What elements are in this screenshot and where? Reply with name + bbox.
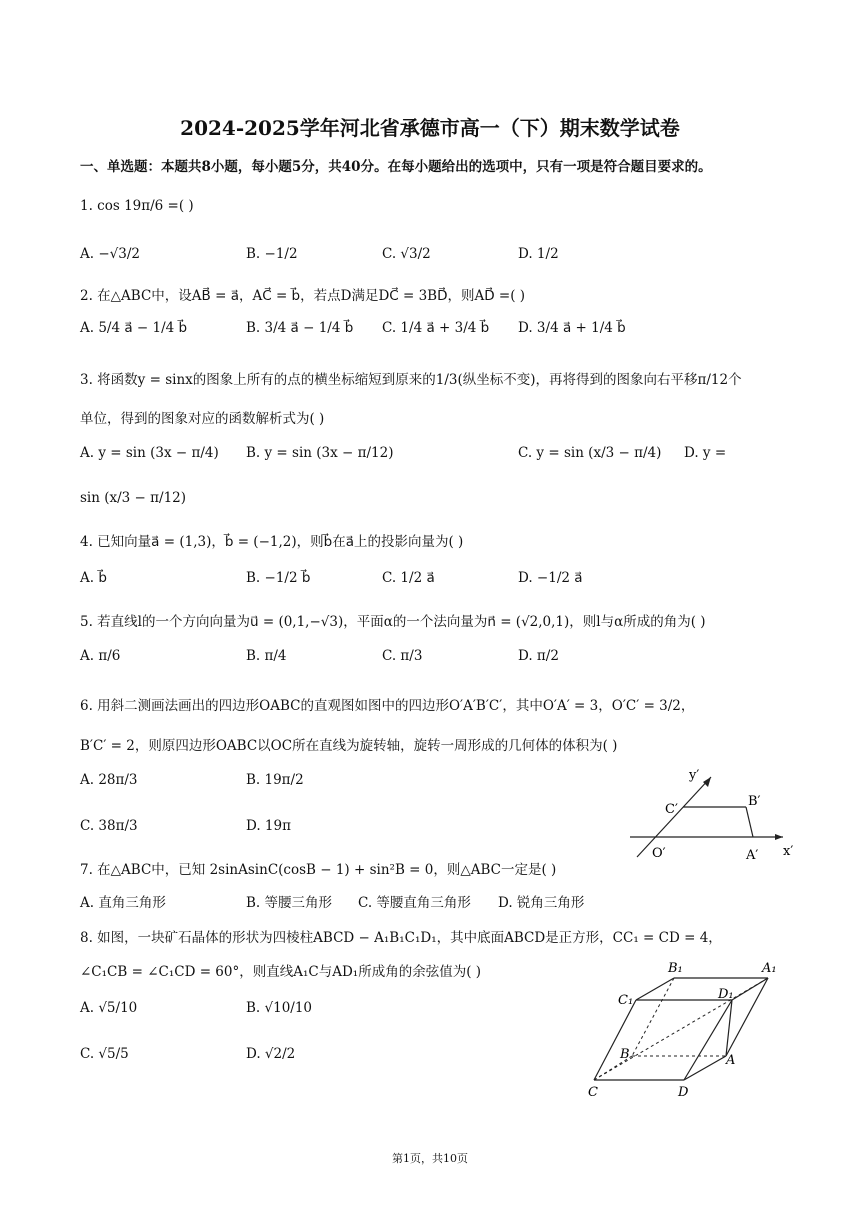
q3-option-b: B. y = sin (3x − π/12) xyxy=(246,445,394,461)
x-axis-arrow-icon xyxy=(775,834,783,840)
q2-option-c: C. 1/4 a⃗ + 3/4 b⃗ xyxy=(382,320,490,336)
label-a-prime: A′ xyxy=(746,848,759,863)
y-axis-arrow-icon xyxy=(703,777,711,787)
label-b1: B₁ xyxy=(668,961,683,976)
segment-b-a xyxy=(746,807,753,837)
q4-option-a: A. b⃗ xyxy=(80,570,107,586)
question-4-stem: 4. 已知向量a⃗ = (1,3)，b⃗ = (−1,2)，则b⃗在a⃗上的投影向量为( ) xyxy=(80,534,464,550)
page-title: 2024-2025学年河北省承德市高一（下）期末数学试卷 xyxy=(180,116,680,140)
q3-option-c: C. y = sin (x/3 − π/4) xyxy=(518,445,662,461)
label-a: A xyxy=(726,1053,736,1068)
question-3-stem-cont: 单位，得到的图象对应的函数解析式为( ) xyxy=(80,411,325,427)
q5-option-b: B. π/4 xyxy=(246,648,287,664)
q7-option-d: D. 锐角三角形 xyxy=(498,895,585,911)
q3-option-a: A. y = sin (3x − π/4) xyxy=(80,445,219,461)
q3-option-d: D. y = xyxy=(684,445,727,461)
page-footer: 第1页，共10页 xyxy=(392,1152,468,1165)
question-7-stem: 7. 在△ABC中，已知 2sinAsinC(cosB − 1) + sin²B = 0，则△ABC一定是( ) xyxy=(80,862,557,878)
q8-option-d: D. √2/2 xyxy=(246,1046,296,1062)
question-1-stem: 1. cos 19π/6 =( ) xyxy=(80,198,194,214)
label-c1: C₁ xyxy=(618,993,634,1008)
label-d: D xyxy=(678,1085,689,1100)
label-c: C xyxy=(588,1085,598,1100)
question-8-stem: 8. 如图，一块矿石晶体的形状为四棱柱ABCD − A₁B₁C₁D₁，其中底面ABCD是正方形，CC₁ = CD = 4， xyxy=(80,930,722,946)
label-b: B xyxy=(620,1047,630,1062)
question-6-stem: 6. 用斜二测画法画出的四边形OABC的直观图如图中的四边形O′A′B′C′，其中O′A′ = 3，O′C′ = 3/2， xyxy=(80,698,695,714)
label-c-prime: C′ xyxy=(665,802,678,817)
q2-option-b: B. 3/4 a⃗ − 1/4 b⃗ xyxy=(246,320,354,336)
q4-option-d: D. −1/2 a⃗ xyxy=(518,570,583,586)
q5-option-a: A. π/6 xyxy=(80,648,121,664)
label-a1: A₁ xyxy=(762,961,777,976)
q5-option-d: D. π/2 xyxy=(518,648,559,664)
q7-option-a: A. 直角三角形 xyxy=(80,895,166,911)
q8-option-b: B. √10/10 xyxy=(246,1000,313,1016)
question-3-stem: 3. 将函数y = sinx的图象上所有的点的横坐标缩短到原来的1/3(纵坐标不变)，再将得到的图象向右平移π/12个 xyxy=(80,372,742,388)
label-x-prime: x′ xyxy=(783,844,794,859)
oblique-projection-figure xyxy=(625,765,800,865)
q6-option-a: A. 28π/3 xyxy=(80,772,138,788)
q1-option-b: B. −1/2 xyxy=(246,246,298,262)
section-heading: 一、单选题：本题共8小题，每小题5分，共40分。在每小题给出的选项中，只有一项是符合题目要求的。 xyxy=(80,159,712,175)
q7-option-c: C. 等腰直角三角形 xyxy=(358,895,471,911)
q1-option-d: D. 1/2 xyxy=(518,246,559,262)
label-o-prime: O′ xyxy=(652,846,666,861)
question-8-stem-cont: ∠C₁CB = ∠C₁CD = 60°，则直线A₁C与AD₁所成角的余弦值为( ) xyxy=(80,964,482,980)
q2-option-a: A. 5/4 a⃗ − 1/4 b⃗ xyxy=(80,320,188,336)
q6-option-d: D. 19π xyxy=(246,818,291,834)
q3-option-d-cont: sin (x/3 − π/12) xyxy=(80,490,187,506)
edge-d-a xyxy=(684,1056,726,1080)
q7-option-b: B. 等腰三角形 xyxy=(246,895,333,911)
label-d1: D₁ xyxy=(718,987,734,1002)
q8-option-c: C. √5/5 xyxy=(80,1046,129,1062)
y-axis xyxy=(637,777,711,857)
q6-option-b: B. 19π/2 xyxy=(246,772,304,788)
q4-option-c: C. 1/2 a⃗ xyxy=(382,570,435,586)
question-5-stem: 5. 若直线l的一个方向向量为u⃗ = (0,1,−√3)，平面α的一个法向量为n⃗ = (√2,0,1)，则l与α所成的角为( ) xyxy=(80,614,706,630)
question-2-stem: 2. 在△ABC中，设AB⃗ = a⃗，AC⃗ = b⃗，若点D满足DC⃗ = 3BD⃗，则AD⃗ =( ) xyxy=(80,288,526,304)
q8-option-a: A. √5/10 xyxy=(80,1000,138,1016)
q2-option-d: D. 3/4 a⃗ + 1/4 b⃗ xyxy=(518,320,626,336)
q1-option-c: C. √3/2 xyxy=(382,246,431,262)
label-y-prime: y′ xyxy=(689,768,700,783)
q6-option-c: C. 38π/3 xyxy=(80,818,138,834)
label-b-prime: B′ xyxy=(748,794,761,809)
edge-d1-d xyxy=(684,1000,732,1080)
q5-option-c: C. π/3 xyxy=(382,648,423,664)
question-6-stem-cont: B′C′ = 2，则原四边形OABC以OC所在直线为旋转轴，旋转一周形成的几何体的体积为( ) xyxy=(80,738,618,754)
q4-option-b: B. −1/2 b⃗ xyxy=(246,570,311,586)
prism-figure xyxy=(580,958,790,1103)
q1-option-a: A. −√3/2 xyxy=(80,246,140,262)
